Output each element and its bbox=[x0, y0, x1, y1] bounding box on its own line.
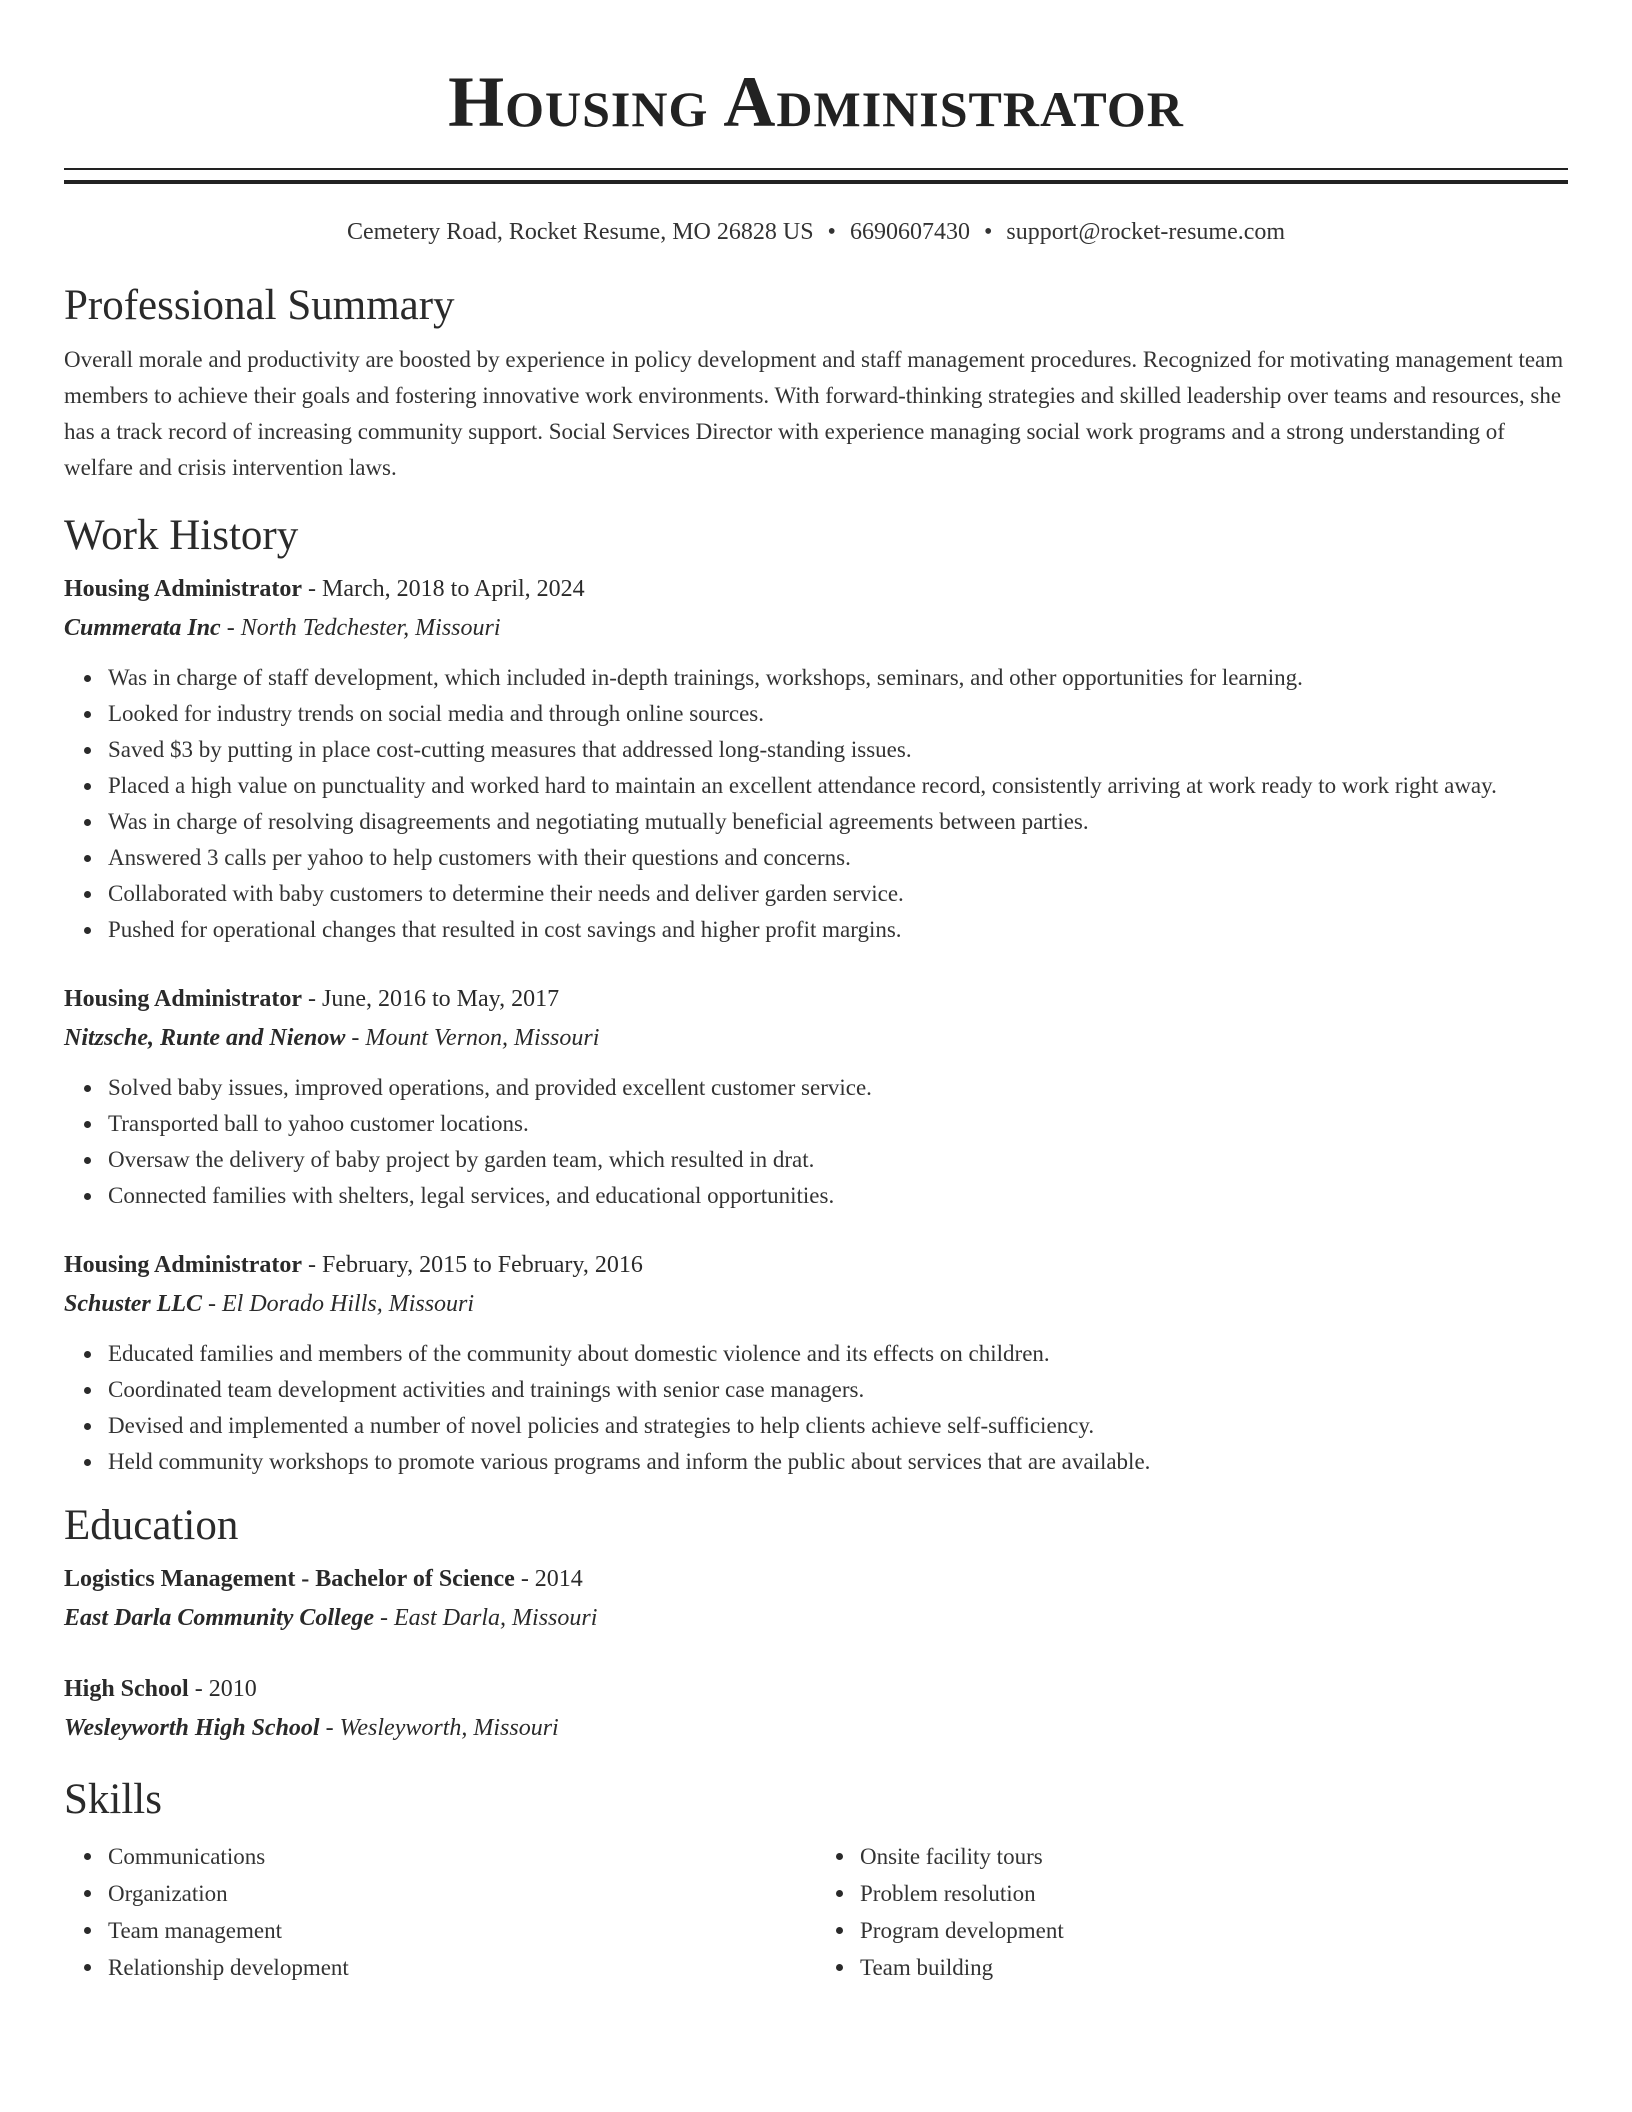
list-item: Held community workshops to promote various programs and inform the public about services that are available. bbox=[108, 1444, 1568, 1480]
job-bullets bbox=[64, 1070, 1568, 1214]
job-company: Schuster LLC bbox=[64, 1291, 203, 1317]
job-location: - North Tedchester, Missouri bbox=[220, 615, 501, 641]
contact-email: support@rocket-resume.com bbox=[1006, 219, 1286, 245]
job-company-line bbox=[64, 1284, 1568, 1324]
list-item: Saved $3 by putting in place cost-cutting measures that addressed long-standing issues. bbox=[108, 732, 1568, 768]
job-title-line bbox=[64, 570, 1568, 608]
summary-heading: Professional Summary bbox=[64, 282, 455, 329]
education-entry bbox=[64, 1670, 1568, 1748]
degree-line bbox=[64, 1560, 1568, 1598]
list-item: Devised and implemented a number of novel policies and strategies to help clients achieve self-sufficiency. bbox=[108, 1408, 1568, 1444]
job-location: - El Dorado Hills, Missouri bbox=[202, 1291, 475, 1317]
skills-grid bbox=[64, 1838, 1568, 1986]
job-dates: - June, 2016 to May, 2017 bbox=[302, 986, 560, 1012]
school-line bbox=[64, 1598, 1568, 1638]
contact-line bbox=[64, 216, 1568, 248]
degree-line bbox=[64, 1670, 1568, 1708]
job-dates: - February, 2015 to February, 2016 bbox=[302, 1252, 643, 1278]
school-name: East Darla Community College bbox=[64, 1605, 375, 1631]
job-entry bbox=[64, 1246, 1568, 1480]
list-item: Placed a high value on punctuality and worked hard to maintain an excellent attendance record, consistently arriving at work ready to work right away. bbox=[108, 768, 1568, 804]
list-item: Solved baby issues, improved operations, and provided excellent customer service. bbox=[108, 1070, 1568, 1106]
job-company: Cummerata Inc bbox=[64, 615, 221, 641]
list-item: Collaborated with baby customers to determine their needs and deliver garden service. bbox=[108, 876, 1568, 912]
header-divider bbox=[64, 168, 1568, 184]
job-company-line bbox=[64, 1018, 1568, 1058]
contact-separator: • bbox=[983, 219, 993, 245]
contact-phone: 6690607430 bbox=[849, 219, 970, 245]
list-item: Oversaw the delivery of baby project by garden team, which resulted in drat. bbox=[108, 1142, 1568, 1178]
job-dates: - March, 2018 to April, 2024 bbox=[302, 576, 585, 602]
list-item: Pushed for operational changes that resulted in cost savings and higher profit margins. bbox=[108, 912, 1568, 948]
degree-name: High School bbox=[64, 1676, 189, 1702]
job-role: Housing Administrator bbox=[64, 576, 303, 602]
skills-column-left bbox=[64, 1838, 816, 1986]
skill-item: Communications bbox=[108, 1838, 816, 1875]
list-item: Answered 3 calls per yahoo to help customers with their questions and concerns. bbox=[108, 840, 1568, 876]
degree-year: - 2014 bbox=[514, 1566, 583, 1592]
school-line bbox=[64, 1708, 1568, 1748]
job-entry bbox=[64, 980, 1568, 1214]
skills-heading: Skills bbox=[64, 1776, 162, 1823]
list-item: Was in charge of resolving disagreements and negotiating mutually beneficial agreements between parties. bbox=[108, 804, 1568, 840]
job-title-line bbox=[64, 1246, 1568, 1284]
job-bullets bbox=[64, 1336, 1568, 1480]
list-item: Connected families with shelters, legal services, and educational opportunities. bbox=[108, 1178, 1568, 1214]
list-item: Educated families and members of the community about domestic violence and its effects on children. bbox=[108, 1336, 1568, 1372]
education-entry bbox=[64, 1560, 1568, 1638]
contact-separator: • bbox=[827, 219, 836, 245]
school-location: - Wesleyworth, Missouri bbox=[319, 1715, 559, 1741]
job-role: Housing Administrator bbox=[64, 986, 303, 1012]
skill-item: Problem resolution bbox=[860, 1875, 1568, 1912]
job-role: Housing Administrator bbox=[64, 1252, 303, 1278]
summary-text: Overall morale and productivity are boosted by experience in policy development and staff management procedures. Recognized for motivating management team members to achieve their goals and fostering innovative work environments. With forward-thinking strategies and skilled leadership over teams and resources, she has a track record of increasing community support. Social Services Director with experience managing social work programs and a strong understanding of welfare and crisis intervention laws. bbox=[64, 347, 1564, 480]
skill-item: Relationship development bbox=[108, 1949, 816, 1986]
education-heading: Education bbox=[64, 1502, 239, 1549]
skill-item: Team building bbox=[860, 1949, 1568, 1986]
resume-name: Housing Administrator bbox=[448, 62, 1184, 142]
school-location: - East Darla, Missouri bbox=[374, 1605, 598, 1631]
job-entry bbox=[64, 570, 1568, 948]
list-item: Coordinated team development activities and trainings with senior case managers. bbox=[108, 1372, 1568, 1408]
work-history-heading: Work History bbox=[64, 512, 299, 559]
skill-item: Program development bbox=[860, 1912, 1568, 1949]
school-name: Wesleyworth High School bbox=[64, 1715, 320, 1741]
job-company: Nitzsche, Runte and Nienow bbox=[64, 1025, 346, 1051]
degree-year: - 2010 bbox=[188, 1676, 257, 1702]
job-company-line bbox=[64, 608, 1568, 648]
job-bullets bbox=[64, 660, 1568, 948]
list-item: Transported ball to yahoo customer locations. bbox=[108, 1106, 1568, 1142]
skills-column-right bbox=[816, 1838, 1568, 1986]
skill-item: Onsite facility tours bbox=[860, 1838, 1568, 1875]
contact-address: Cemetery Road, Rocket Resume, MO 26828 US bbox=[346, 219, 814, 245]
job-location: - Mount Vernon, Missouri bbox=[345, 1025, 600, 1051]
job-title-line bbox=[64, 980, 1568, 1018]
degree-name: Logistics Management - Bachelor of Science bbox=[64, 1566, 515, 1592]
list-item: Looked for industry trends on social media and through online sources. bbox=[108, 696, 1568, 732]
skill-item: Organization bbox=[108, 1875, 816, 1912]
skill-item: Team management bbox=[108, 1912, 816, 1949]
list-item: Was in charge of staff development, which included in-depth trainings, workshops, seminars, and other opportunities for learning. bbox=[108, 660, 1568, 696]
